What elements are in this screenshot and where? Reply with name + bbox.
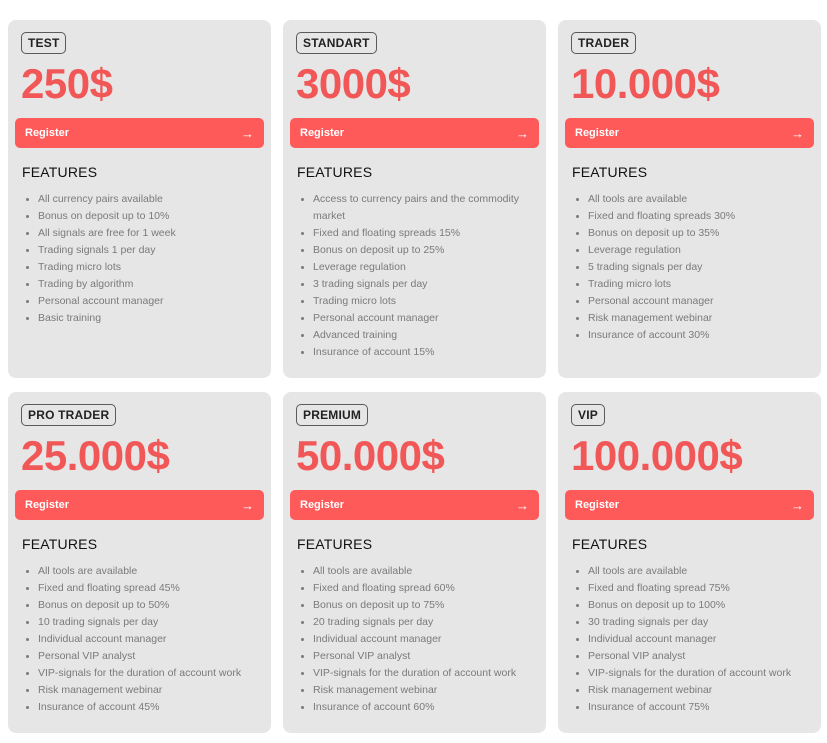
plan-name-badge: STANDART — [296, 32, 377, 54]
features-list — [572, 563, 812, 716]
plan-price: 10.000$ — [571, 60, 720, 107]
arrow-right-icon: → — [516, 497, 529, 513]
register-button[interactable] — [565, 118, 814, 148]
feature-item: 10 trading signals per day — [30, 614, 262, 631]
plan-price: 3000$ — [296, 60, 411, 107]
feature-item: All currency pairs available — [30, 191, 262, 208]
register-button[interactable] — [15, 490, 264, 520]
feature-item: Bonus on deposit up to 75% — [305, 597, 537, 614]
features-list — [297, 563, 537, 716]
feature-item: Fixed and floating spread 60% — [305, 580, 537, 597]
features-title: FEATURES — [572, 164, 648, 180]
feature-item: Trading by algorithm — [30, 276, 262, 293]
feature-item: Fixed and floating spreads 15% — [305, 225, 537, 242]
feature-item: All signals are free for 1 week — [30, 225, 262, 242]
features-title: FEATURES — [297, 536, 373, 552]
feature-item: Personal VIP analyst — [305, 648, 537, 665]
register-button[interactable] — [15, 118, 264, 148]
feature-item: All tools are available — [580, 191, 812, 208]
feature-item: Individual account manager — [305, 631, 537, 648]
feature-item: Advanced training — [305, 327, 537, 344]
features-title: FEATURES — [297, 164, 373, 180]
register-button-label: Register — [25, 127, 70, 139]
features-list — [22, 191, 262, 327]
feature-item: Personal account manager — [30, 293, 262, 310]
features-title: FEATURES — [22, 164, 98, 180]
feature-item: Insurance of account 75% — [580, 699, 812, 716]
plan-card-trader — [558, 20, 821, 378]
feature-item: VIP-signals for the duration of account work — [305, 665, 537, 682]
feature-item: Bonus on deposit up to 50% — [30, 597, 262, 614]
feature-item: 5 trading signals per day — [580, 259, 812, 276]
register-button-label: Register — [575, 499, 620, 511]
plan-price: 25.000$ — [21, 432, 170, 479]
arrow-right-icon: → — [241, 125, 254, 141]
register-button-label: Register — [300, 499, 345, 511]
feature-item: Trading micro lots — [305, 293, 537, 310]
feature-item: Bonus on deposit up to 25% — [305, 242, 537, 259]
feature-item: Risk management webinar — [580, 682, 812, 699]
feature-item: Personal VIP analyst — [30, 648, 262, 665]
feature-item: Personal account manager — [305, 310, 537, 327]
feature-item: Risk management webinar — [30, 682, 262, 699]
register-button[interactable] — [565, 490, 814, 520]
feature-item: Insurance of account 15% — [305, 344, 537, 361]
feature-item: Leverage regulation — [305, 259, 537, 276]
feature-item: VIP-signals for the duration of account work — [30, 665, 262, 682]
arrow-right-icon: → — [241, 497, 254, 513]
feature-item: Insurance of account 30% — [580, 327, 812, 344]
plan-name-badge: TEST — [21, 32, 66, 54]
feature-item: 30 trading signals per day — [580, 614, 812, 631]
feature-item: Fixed and floating spreads 30% — [580, 208, 812, 225]
feature-item: Insurance of account 45% — [30, 699, 262, 716]
plan-card-vip — [558, 392, 821, 733]
arrow-right-icon: → — [791, 497, 804, 513]
plan-card-test — [8, 20, 271, 378]
feature-item: 20 trading signals per day — [305, 614, 537, 631]
feature-item: All tools are available — [305, 563, 537, 580]
feature-item: Risk management webinar — [305, 682, 537, 699]
plan-name-badge: PREMIUM — [296, 404, 368, 426]
feature-item: Access to currency pairs and the commodity market — [305, 191, 537, 225]
plan-price: 50.000$ — [296, 432, 445, 479]
register-button-label: Register — [300, 127, 345, 139]
features-list — [297, 191, 537, 361]
feature-item: All tools are available — [30, 563, 262, 580]
register-button[interactable] — [290, 118, 539, 148]
feature-item: Trading micro lots — [30, 259, 262, 276]
features-list — [22, 563, 262, 716]
feature-item: Fixed and floating spread 75% — [580, 580, 812, 597]
feature-item: All tools are available — [580, 563, 812, 580]
plan-card-premium — [283, 392, 546, 733]
feature-item: Leverage regulation — [580, 242, 812, 259]
plan-name-badge: VIP — [571, 404, 605, 426]
feature-item: Personal VIP analyst — [580, 648, 812, 665]
feature-item: Individual account manager — [30, 631, 262, 648]
arrow-right-icon: → — [791, 125, 804, 141]
feature-item: Trading micro lots — [580, 276, 812, 293]
plan-name-badge: TRADER — [571, 32, 636, 54]
feature-item: Personal account manager — [580, 293, 812, 310]
feature-item: Basic training — [30, 310, 262, 327]
feature-item: Bonus on deposit up to 100% — [580, 597, 812, 614]
features-title: FEATURES — [572, 536, 648, 552]
plan-name-badge: PRO TRADER — [21, 404, 116, 426]
feature-item: Individual account manager — [580, 631, 812, 648]
feature-item: Bonus on deposit up to 35% — [580, 225, 812, 242]
feature-item: Fixed and floating spread 45% — [30, 580, 262, 597]
plan-card-pro-trader — [8, 392, 271, 733]
feature-item: Insurance of account 60% — [305, 699, 537, 716]
feature-item: Bonus on deposit up to 10% — [30, 208, 262, 225]
register-button-label: Register — [575, 127, 620, 139]
plan-price: 100.000$ — [571, 432, 743, 479]
plan-price: 250$ — [21, 60, 113, 107]
features-list — [572, 191, 812, 344]
register-button[interactable] — [290, 490, 539, 520]
feature-item: Trading signals 1 per day — [30, 242, 262, 259]
plan-card-standart — [283, 20, 546, 378]
arrow-right-icon: → — [516, 125, 529, 141]
feature-item: Risk management webinar — [580, 310, 812, 327]
feature-item: VIP-signals for the duration of account work — [580, 665, 812, 682]
features-title: FEATURES — [22, 536, 98, 552]
register-button-label: Register — [25, 499, 70, 511]
feature-item: 3 trading signals per day — [305, 276, 537, 293]
